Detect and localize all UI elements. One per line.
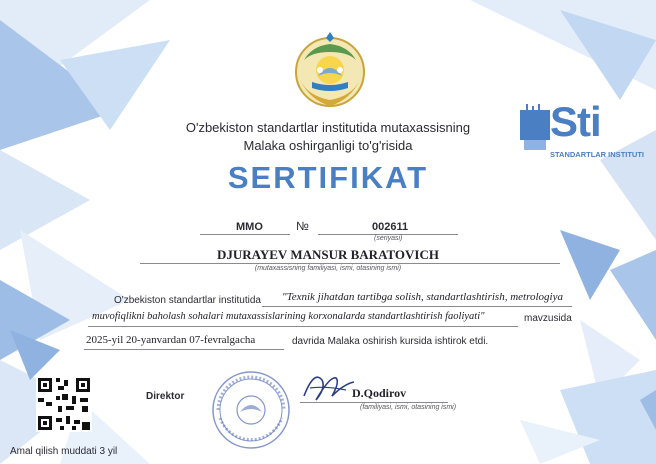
holder-name: DJURAYEV MANSUR BARATOVICH — [217, 247, 439, 262]
period-text: davrida Malaka oshirish kursida ishtirok etdi. — [292, 336, 489, 347]
course-suffix: mavzusida — [524, 313, 572, 324]
course-line-1: "Texnik jihatdan tartibga solish, standartlashtirish, metrologiya — [282, 291, 563, 303]
director-caption: (familiyasi, ismi, otasining ismi) — [360, 404, 457, 411]
sti-logo-text: Sti — [550, 98, 601, 145]
certificate-number: 002611 — [372, 221, 409, 233]
holder-caption: (mutaxassisning familiyasi, ismi, otasining ismi) — [254, 265, 402, 272]
header-line-2: Malaka oshirganligi to'g'risida — [243, 138, 413, 153]
state-emblem-icon — [290, 30, 370, 110]
signature-icon — [296, 366, 360, 410]
official-stamp-icon — [206, 368, 296, 452]
director-label: Direktor — [146, 391, 185, 402]
course-line-2: muvofiqlikni baholash sohalari mutaxassislarining korxonalarda standartlashtirish faoliyati" — [92, 311, 485, 322]
validity-note: Amal qilish muddati 3 yil — [10, 446, 118, 457]
series-caption: (seriyasi) — [374, 235, 403, 242]
number-sign: № — [296, 219, 309, 233]
series-value: MMO — [236, 221, 263, 233]
course-prefix: O'zbekiston standartlar institutida — [114, 295, 261, 306]
sti-logo — [520, 98, 645, 164]
director-name: D.Qodirov — [352, 386, 407, 400]
period-dates: 2025-yil 20-yanvardan 07-fevralgacha — [86, 334, 256, 346]
sti-logo-caption: STANDARTLAR INSTITUTI — [550, 150, 645, 159]
header-line-1: O'zbekiston standartlar institutida mutaxassisning — [185, 120, 471, 135]
qr-code-icon — [36, 376, 92, 432]
certificate-title: SERTIFIKAT — [227, 160, 429, 195]
